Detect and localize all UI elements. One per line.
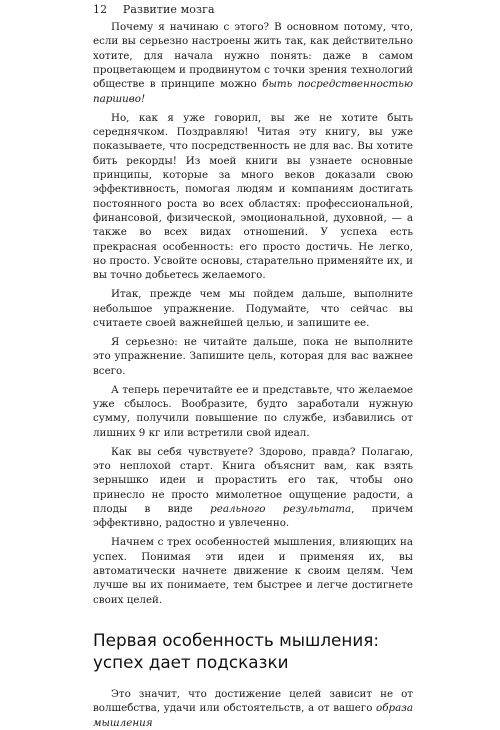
emphasized-text: образа мышления [93,702,413,729]
text-run: Начнем с трех особенностей мышления, влияющих на успех. Понимая эти идеи и применяя их, вы автоматически начнете движение к своим целям. Чем лучше вы их понимаете, тем быстрее и легче достигнете своих целей. [93,536,413,606]
paragraph [93,687,413,730]
emphasized-text: быть посредственностью паршиво! [93,78,413,105]
text-run: Это значит, что достижение целей зависит не от волшебства, удачи или обстоятельств, а от вашего [93,687,413,715]
paragraph [93,111,413,283]
text-run: , причем эффективно, радостно и увлеченно. [93,502,413,530]
paragraph [93,535,413,607]
text-run: Но, как я уже говорил, вы же не хотите быть середнячком. Поздравляю! Читая эту книгу, вы уже показываете, что посредственность не для вас. Вы хотите бить рекорды! Из моей книги вы узнаете основные принципы, которые за много веков доказали свою эффективность, помогая людям и компаниям достигать постоянного роста во всех областях: профессиональной, финансовой, физической, эмоциональной, духовной, — а также во всех видах отношений. У успеха есть прекрасная особенность: его просто достичь. Не легко, но просто. Усвойте основы, старательно применяйте их, и вы точно добьетесь желаемого. [93,111,413,282]
text-run: Я серьезно: не читайте дальше, пока не выполните это упражнение. Запишите цель, которая для вас важнее всего. [93,336,413,377]
section-heading: Первая особенность мышления: успех дает подсказки [93,629,380,672]
emphasized-text: реального результата [210,502,352,515]
paragraph [93,445,413,531]
paragraph [93,335,413,378]
running-header [93,3,215,16]
page-body [93,20,413,730]
text-run: Как вы себя чувствуете? Здорово, правда? Полагаю, это неплохой старт. Книга объяснит вам, как взять зернышко идеи и прорастить его так, чтобы оно принесло не просто мимолетное ощущение радости, а плоды в виде [93,445,413,515]
running-title: Развитие мозга [122,3,215,16]
text-run: Итак, прежде чем мы пойдем дальше, выполните небольшое упражнение. Подумайте, что сейчас вы считаете своей важнейшей целью, и запишите ее. [93,288,413,330]
paragraph [93,20,413,106]
page-number: 12 [93,3,108,16]
text-run: Почему я начинаю с этого? В основном потому, что, если вы серьезно настроены жить так, как действительно хотите, для начала нужно понять: даже в самом процветающем и продвинутом с точки зрения технологий обществе в принципе можно [93,21,413,91]
text-run: А теперь перечитайте ее и представьте, что желаемое уже сбылось. Вообразите, будто заработали нужную сумму, получили повышение по службе, избавились от лишних 9 кг или встретили свой идеал. [93,383,413,439]
paragraph [93,383,413,440]
paragraph [93,287,413,330]
